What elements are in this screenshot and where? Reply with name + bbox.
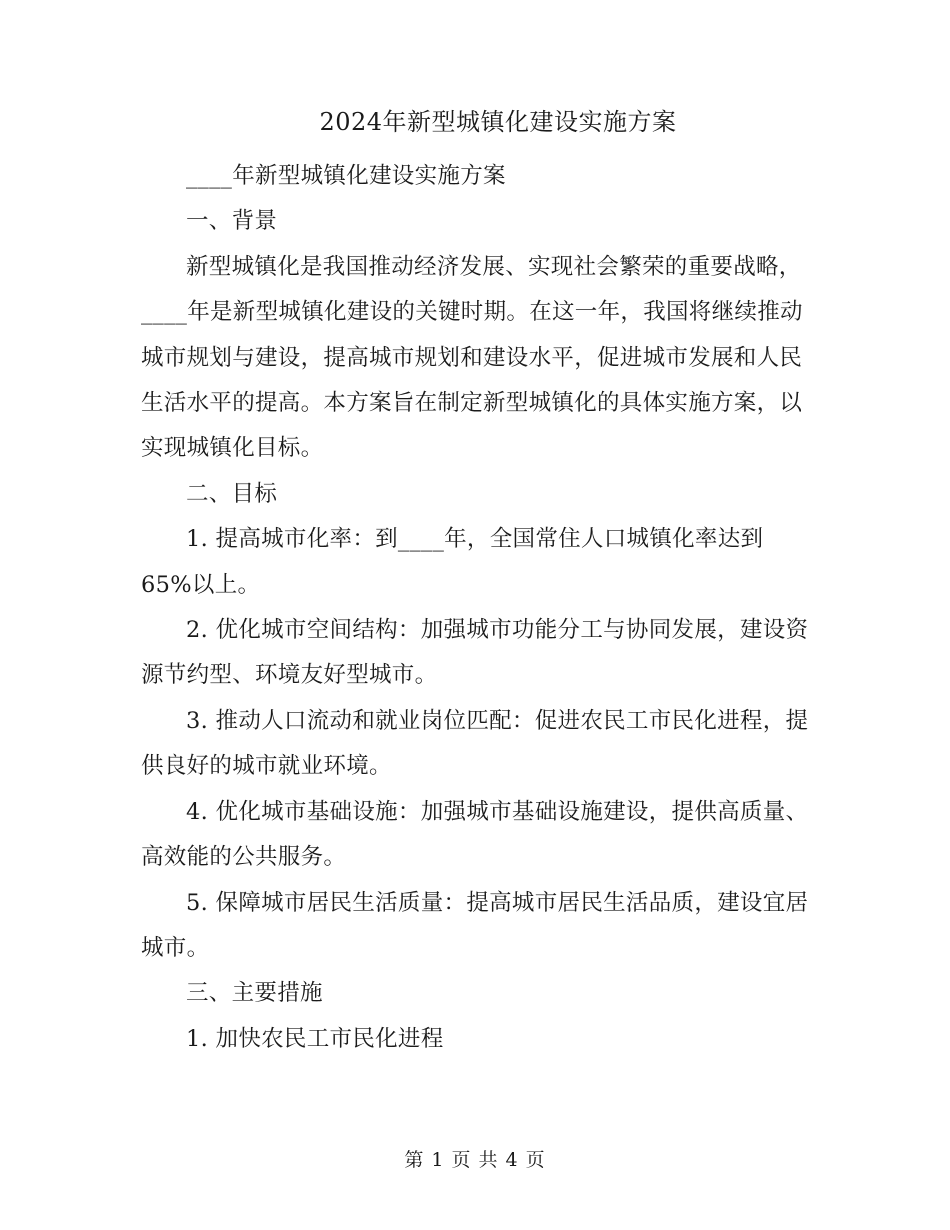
section-heading-background: 一、背景 xyxy=(186,208,278,235)
document-body xyxy=(141,154,813,1062)
goal-item-1: 1. 提高城市化率：到____年，全国常住人口城镇化率达到65%以上。 xyxy=(141,526,764,598)
document-subtitle: ____年新型城镇化建设实施方案 xyxy=(186,163,506,189)
goal-item-2: 2. 优化城市空间结构：加强城市功能分工与协同发展，建设资源节约型、环境友好型城市。 xyxy=(141,617,809,689)
goal-item-5: 5. 保障城市居民生活质量：提高城市居民生活品质，建设宜居城市。 xyxy=(141,889,809,961)
goal-item-4: 4. 优化城市基础设施：加强城市基础设施建设，提供高质量、高效能的公共服务。 xyxy=(141,798,809,871)
document-title: 2024年新型城镇化建设实施方案 xyxy=(319,108,677,136)
section-heading-measures: 三、主要措施 xyxy=(186,980,323,1007)
goal-item-3: 3. 推动人口流动和就业岗位匹配：促进农民工市民化进程，提供良好的城市就业环境。 xyxy=(141,707,809,780)
measure-item-1: 1. 加快农民工市民化进程 xyxy=(186,1025,444,1052)
section-heading-goals: 二、目标 xyxy=(186,480,278,507)
page-footer: 第 1 页 共 4 页 xyxy=(404,1149,546,1171)
background-paragraph: 新型城镇化是我国推动经济发展、实现社会繁荣的重要战略，____年是新型城镇化建设的关键时期。在这一年，我国将继续推动城市规划与建设，提高城市规划和建设水平，促进城市发展和人民生活水平的提高。本方案旨在制定新型城镇化的具体实施方案，以实现城镇化目标。 xyxy=(141,253,803,462)
